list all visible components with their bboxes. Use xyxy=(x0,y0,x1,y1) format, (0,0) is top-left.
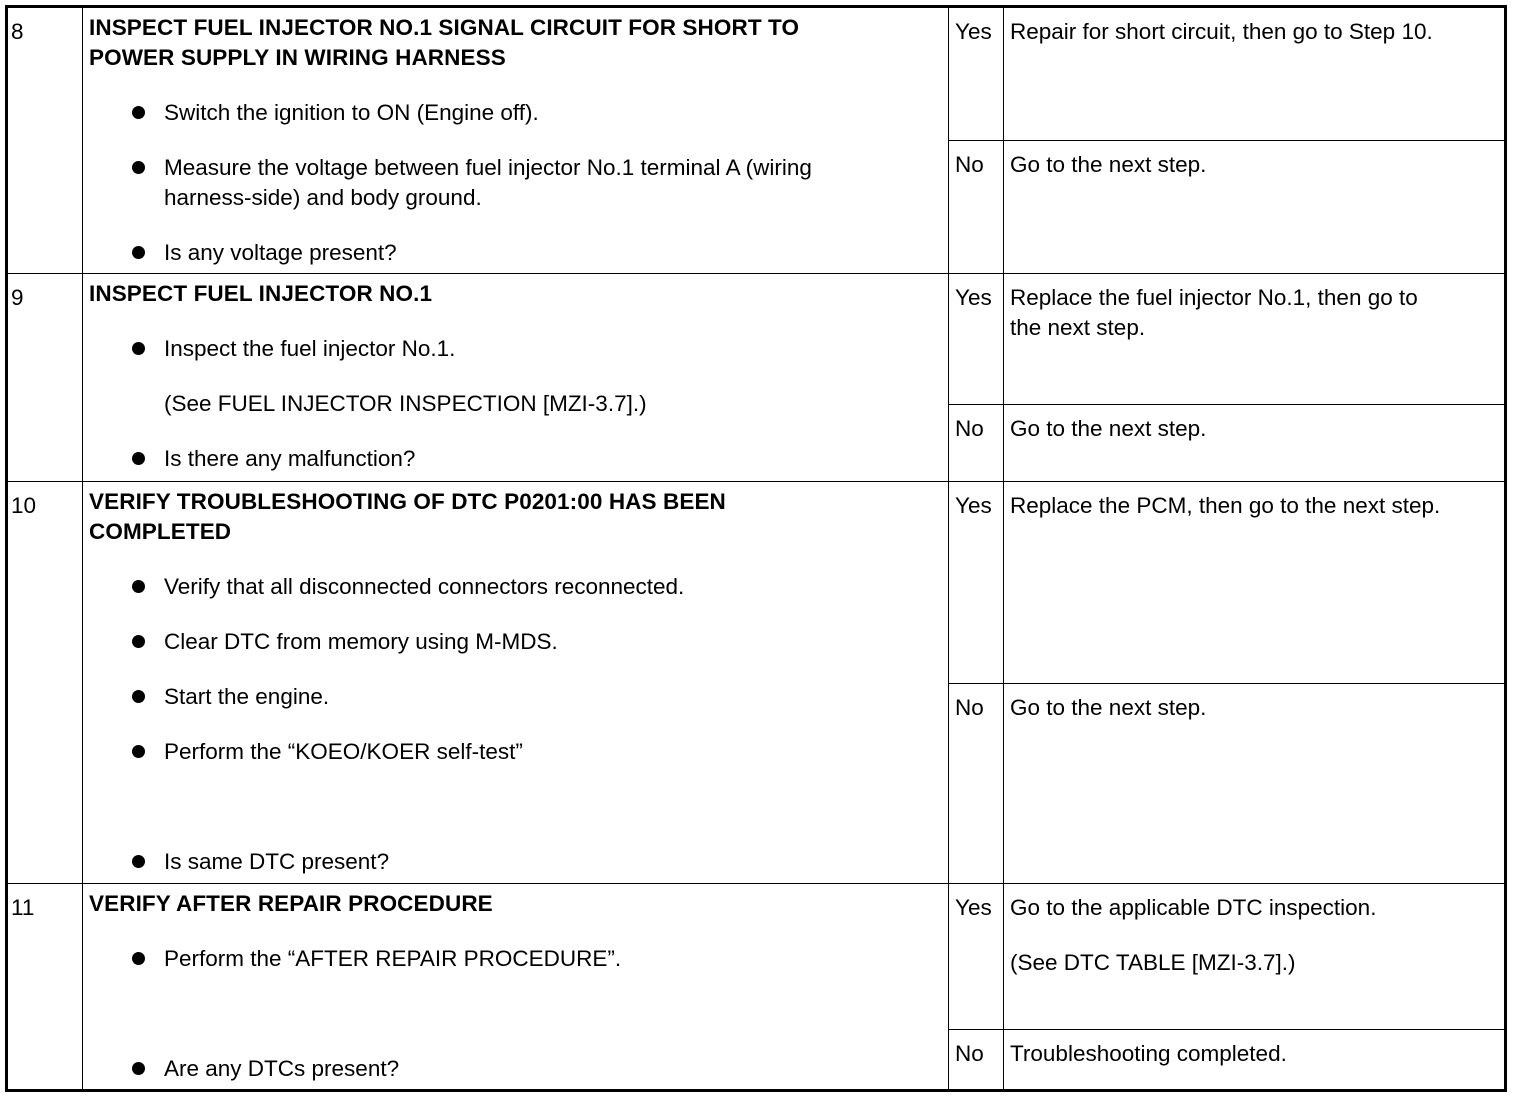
yes-label: Yes xyxy=(949,8,1004,140)
step-instruction: (See FUEL INJECTOR INSPECTION [MZI-3.7].) xyxy=(164,391,647,416)
step-action-cell xyxy=(83,8,949,273)
yes-label: Yes xyxy=(949,482,1004,683)
step-title-line: VERIFY AFTER REPAIR PROCEDURE xyxy=(89,891,493,916)
bullet-icon xyxy=(132,745,145,758)
bullet-icon xyxy=(132,855,145,868)
step-instruction: Inspect the fuel injector No.1. xyxy=(164,336,456,361)
yes-label: Yes xyxy=(949,884,1004,1029)
step-instruction: Start the engine. xyxy=(164,684,330,709)
no-action: Troubleshooting completed. xyxy=(1010,1041,1287,1066)
step-action-cell xyxy=(83,274,949,481)
yes-action: the next step. xyxy=(1010,315,1146,340)
no-action: Go to the next step. xyxy=(1010,416,1207,441)
bullet-icon xyxy=(132,106,145,119)
no-action: Go to the next step. xyxy=(1010,152,1207,177)
table-row xyxy=(8,481,1504,883)
no-branch xyxy=(949,404,1506,482)
step-number: 11 xyxy=(8,884,83,1089)
yes-action: Replace the fuel injector No.1, then go to xyxy=(1010,285,1418,310)
yes-branch xyxy=(949,884,1506,1029)
yes-branch xyxy=(949,482,1506,683)
yes-branch xyxy=(949,8,1506,140)
step-instruction: Is there any malfunction? xyxy=(164,446,416,471)
step-result-cell xyxy=(949,884,1506,1089)
step-instruction: Is any voltage present? xyxy=(164,240,397,265)
step-number: 9 xyxy=(8,274,83,481)
step-title-line: INSPECT FUEL INJECTOR NO.1 xyxy=(89,281,433,306)
no-branch xyxy=(949,1029,1506,1090)
yes-branch xyxy=(949,274,1506,404)
no-branch xyxy=(949,683,1506,884)
bullet-icon xyxy=(132,690,145,703)
step-action-cell xyxy=(83,884,949,1089)
step-number: 10 xyxy=(8,482,83,883)
yes-action: Repair for short circuit, then go to Step 10. xyxy=(1010,19,1433,44)
bullet-icon xyxy=(132,1062,145,1075)
table-row xyxy=(8,273,1504,481)
bullet-icon xyxy=(132,580,145,593)
no-label: No xyxy=(949,684,1004,884)
no-branch xyxy=(949,140,1506,273)
bullet-icon xyxy=(132,452,145,465)
bullet-icon xyxy=(132,635,145,648)
step-instruction: Measure the voltage between fuel injector No.1 terminal A (wiring xyxy=(164,155,812,180)
step-result-cell xyxy=(949,482,1506,883)
step-instruction: Perform the “AFTER REPAIR PROCEDURE”. xyxy=(164,946,622,971)
table-row xyxy=(8,883,1504,1089)
bullet-icon xyxy=(132,161,145,174)
yes-action: Go to the applicable DTC inspection. xyxy=(1010,895,1377,920)
yes-label: Yes xyxy=(949,274,1004,404)
step-title-line: COMPLETED xyxy=(89,519,232,544)
step-action-cell xyxy=(83,482,949,883)
step-title-line: VERIFY TROUBLESHOOTING OF DTC P0201:00 HAS BEEN xyxy=(89,489,726,514)
yes-action xyxy=(1010,923,1500,948)
no-label: No xyxy=(949,141,1004,273)
step-number: 8 xyxy=(8,8,83,273)
bullet-icon xyxy=(132,246,145,259)
bullet-icon xyxy=(132,342,145,355)
yes-action: Replace the PCM, then go to the next step. xyxy=(1010,493,1441,518)
step-title-line: INSPECT FUEL INJECTOR NO.1 SIGNAL CIRCUIT FOR SHORT TO xyxy=(89,15,800,40)
step-instruction: Are any DTCs present? xyxy=(164,1056,400,1081)
step-title-line: POWER SUPPLY IN WIRING HARNESS xyxy=(89,45,506,70)
step-instruction: harness-side) and body ground. xyxy=(164,185,482,210)
step-instruction: Perform the “KOEO/KOER self-test” xyxy=(164,739,523,764)
step-instruction: Is same DTC present? xyxy=(164,849,390,874)
step-result-cell xyxy=(949,274,1506,481)
no-label: No xyxy=(949,1030,1004,1090)
step-instruction: Verify that all disconnected connectors reconnected. xyxy=(164,574,685,599)
troubleshooting-table xyxy=(5,5,1507,1092)
table-row xyxy=(8,8,1504,273)
bullet-icon xyxy=(132,952,145,965)
step-instruction: Switch the ignition to ON (Engine off). xyxy=(164,100,539,125)
no-action: Go to the next step. xyxy=(1010,695,1207,720)
step-result-cell xyxy=(949,8,1506,273)
yes-action: (See DTC TABLE [MZI-3.7].) xyxy=(1010,950,1296,975)
no-label: No xyxy=(949,405,1004,482)
step-instruction: Clear DTC from memory using M-MDS. xyxy=(164,629,558,654)
